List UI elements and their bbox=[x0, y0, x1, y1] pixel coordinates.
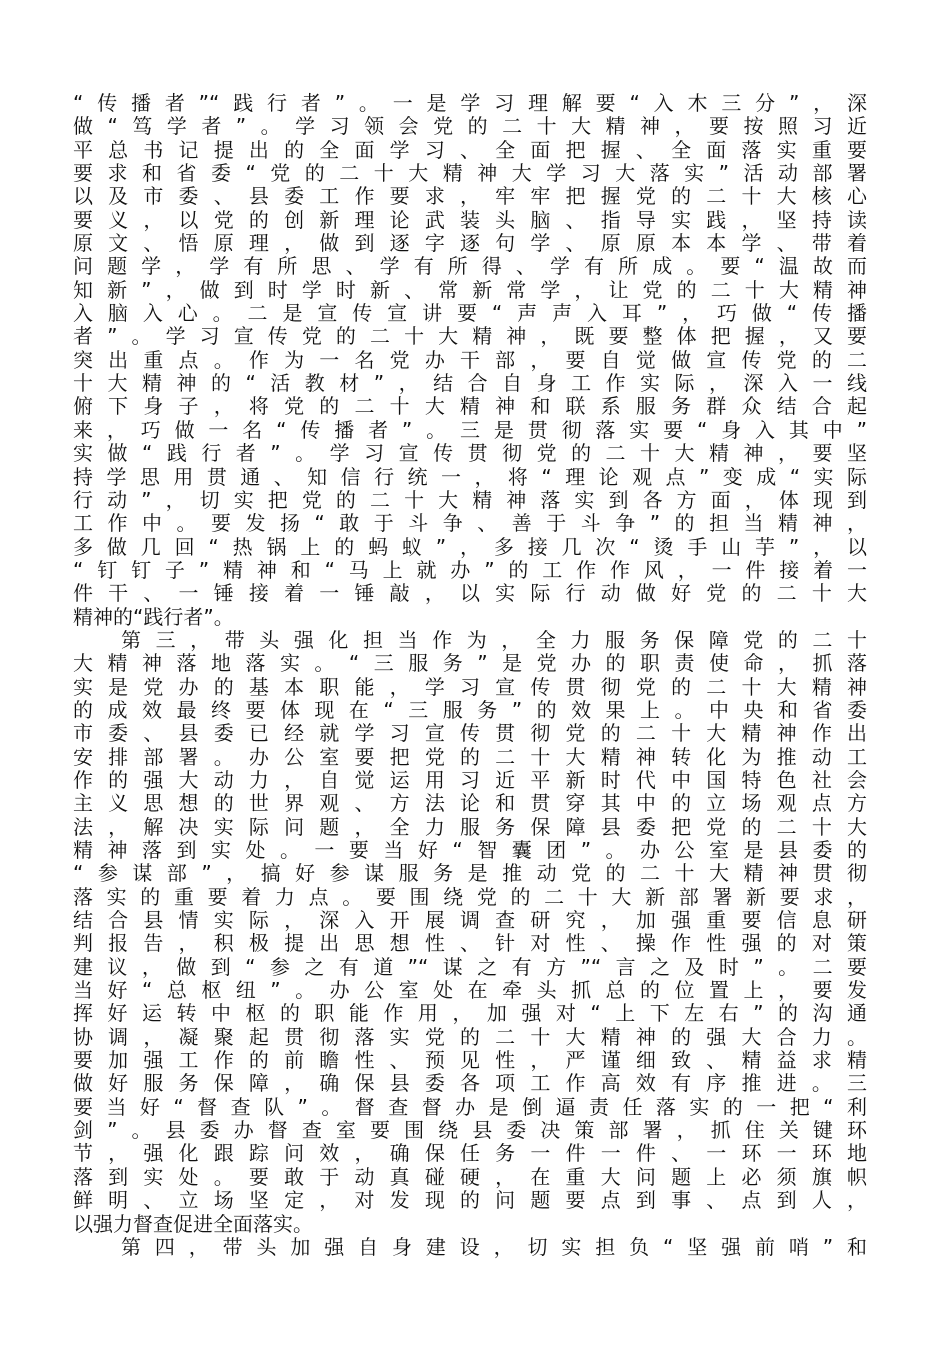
paragraph-start-line: 第三，带头强化担当作为，全力服务保障党的二十 bbox=[121, 627, 867, 652]
text-line: 来，巧做一名“传播者”。三是贯彻落实要“身入其中” bbox=[73, 417, 867, 442]
text-line: 要求和省委“党的二十大精神大学习大落实”活动部署 bbox=[73, 161, 867, 186]
text-line: 以强力督查促进全面落实。 bbox=[73, 1211, 313, 1236]
text-line: 十大精神的“活教材”，结合自身工作实际，深入一线 bbox=[73, 371, 867, 396]
text-line: 落到实处。要敢于动真碰硬，在重大问题上必须旗帜 bbox=[73, 1164, 867, 1189]
text-line: “钉钉子”精神和“马上就办”的工作作风，一件接着一 bbox=[73, 557, 867, 582]
text-line: 判报告，积极提出思想性、针对性、操作性强的对策 bbox=[73, 931, 867, 956]
text-line: 多做几回“热锅上的蚂蚁”，多接几次“烫手山芋”，以 bbox=[73, 534, 867, 559]
text-line: 落实的重要着力点。要围绕党的二十大新部署新要求， bbox=[73, 884, 867, 909]
paragraph-start-line: 第四，带头加强自身建设，切实担负“坚强前哨”和 bbox=[121, 1234, 867, 1259]
text-line: “传播者”“践行者”。一是学习理解要“入木三分”，深 bbox=[73, 91, 867, 115]
text-line: 行动”，切实把党的二十大精神落实到各方面，体现到 bbox=[73, 487, 867, 512]
text-line: 法，解决实际问题，全力服务保障县委把党的二十大 bbox=[73, 814, 867, 839]
text-line: 精神的“践行者”。 bbox=[73, 604, 234, 629]
text-line: 鲜明、立场坚定，对发现的问题要点到事、点到人， bbox=[73, 1188, 867, 1213]
text-line: 当好“总枢纽”。办公室处在牵头抓总的位置上，要发 bbox=[73, 978, 867, 1003]
text-line: 精神落到实处。一要当好“智囊团”。办公室是县委的 bbox=[73, 838, 867, 862]
text-line: 大精神落地落实。“三服务”是党办的职责使命，抓落 bbox=[73, 651, 867, 676]
text-line: 做“笃学者”。学习领会党的二十大精神，要按照习近 bbox=[73, 114, 867, 139]
text-line: 安排部署。办公室要把党的二十大精神转化为推动工 bbox=[73, 744, 867, 769]
text-line: 平总书记提出的全面学习、全面把握、全面落实重要 bbox=[73, 137, 867, 162]
text-line: 实是党办的基本职能，学习宣传贯彻党的二十大精神 bbox=[73, 674, 867, 699]
text-line: 的成效最终要体现在“三服务”的效果上。中央和省委 bbox=[73, 697, 867, 722]
text-line: 件干、一锤接着一锤敲，以实际行动做好党的二十大 bbox=[73, 581, 867, 606]
text-line: 原文、悟原理，做到逐字逐句学、原原本本学、带着 bbox=[73, 231, 867, 256]
text-line: 持学思用贯通、知信行统一，将“理论观点”变成“实际 bbox=[73, 464, 867, 489]
text-line: 问题学，学有所思、学有所得、学有所成。要“温故而 bbox=[73, 254, 867, 279]
text-line: 挥好运转中枢的职能作用，加强对“上下左右”的沟通 bbox=[73, 1001, 867, 1026]
text-line: 以及市委、县委工作要求，牢牢把握党的二十大核心 bbox=[73, 184, 867, 209]
text-line: 知新”，做到时学时新、常新常学，让党的二十大精神 bbox=[73, 277, 867, 302]
text-line: 要当好“督查队”。督查督办是倒逼责任落实的一把“利 bbox=[73, 1094, 867, 1119]
text-line: 剑”。县委办督查室要围绕县委决策部署，抓住关键环 bbox=[73, 1118, 867, 1143]
text-line: 主义思想的世界观、方法论和贯穿其中的立场观点方 bbox=[73, 791, 867, 816]
text-line: 俯下身子，将党的二十大精神和联系服务群众结合起 bbox=[73, 394, 867, 419]
text-line: 入脑入心。二是宣传宣讲要“声声入耳”，巧做“传播 bbox=[73, 301, 867, 326]
text-line: 结合县情实际，深入开展调查研究，加强重要信息研 bbox=[73, 908, 867, 933]
body-text bbox=[73, 92, 867, 1259]
text-line: 者”。学习宣传党的二十大精神，既要整体把握，又要 bbox=[73, 324, 867, 349]
text-line: 工作中。要发扬“敢于斗争、善于斗争”的担当精神， bbox=[73, 511, 867, 536]
text-line: 建议，做到“参之有道”“谋之有方”“言之及时”。二要 bbox=[73, 954, 867, 979]
text-line: 作的强大动力，自觉运用习近平新时代中国特色社会 bbox=[73, 767, 867, 792]
text-line: 要加强工作的前瞻性、预见性，严谨细致、精益求精 bbox=[73, 1048, 867, 1073]
text-line: 节，强化跟踪问效，确保任务一件一件、一环一环地 bbox=[73, 1141, 867, 1166]
text-line: 突出重点。作为一名党办干部，要自觉做宣传党的二 bbox=[73, 347, 867, 372]
text-line: 要义，以党的创新理论武装头脑、指导实践，坚持读 bbox=[73, 207, 867, 232]
text-line: 市委、县委已经就学习宣传贯彻党的二十大精神作出 bbox=[73, 721, 867, 746]
text-line: 协调，凝聚起贯彻落实党的二十大精神的强大合力。 bbox=[73, 1024, 867, 1049]
text-line: 实做“践行者”。学习宣传贯彻党的二十大精神，要坚 bbox=[73, 441, 867, 466]
text-line: 做好服务保障，确保县委各项工作高效有序推进。三 bbox=[73, 1071, 867, 1096]
text-line: “参谋部”，搞好参谋服务是推动党的二十大精神贯彻 bbox=[73, 861, 867, 886]
